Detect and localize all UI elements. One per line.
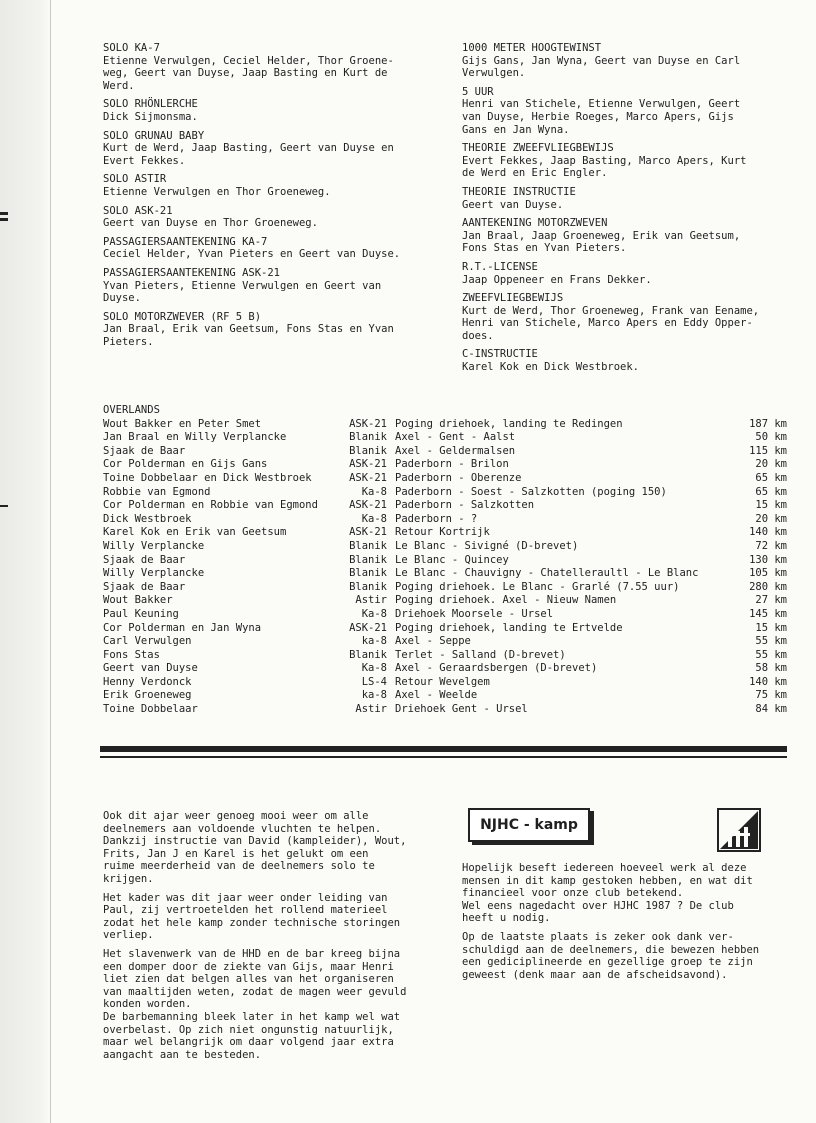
section-line: van Duyse, Herbie Roeges, Marco Apers, Gijs [462, 110, 734, 123]
section-line: Geert van Duyse en Thor Groeneweg. [103, 217, 318, 230]
overland-row [103, 431, 787, 445]
flight-route: Le Blanc - Quincey [395, 553, 509, 566]
flight-route: Driehoek Moorsele - Ursel [395, 607, 554, 620]
pilot-names: Erik Groeneweg [103, 689, 192, 702]
paragraph-line: Wel eens nagedacht over HJHC 1987 ? De club [462, 899, 734, 912]
section-title: THEORIE ZWEEFVLIEGBEWIJS [462, 142, 614, 155]
flight-route: Axel - Seppe [395, 635, 471, 648]
paragraph-line: Het kader was dit jaar weer onder leiding van [103, 891, 388, 904]
glider-type: Blanik [349, 648, 387, 661]
section-line: Evert Fekkes, Jaap Basting, Marco Apers, Kurt [462, 154, 747, 167]
flight-distance: 15 km [755, 621, 787, 634]
section [462, 142, 792, 180]
glider-type: Blanik [349, 444, 387, 457]
section [103, 236, 433, 261]
pilot-names: Willy Verplancke [103, 539, 205, 552]
overland-row [103, 581, 787, 595]
section [103, 205, 433, 230]
flight-distance: 187 km [749, 417, 787, 430]
section-title: C-INSTRUCTIE [462, 348, 538, 361]
pilot-names: Wout Bakker [103, 594, 173, 607]
njhc-kamp-badge [468, 808, 590, 842]
section-title: ZWEEFVLIEGBEWIJS [462, 292, 564, 305]
overland-row [103, 635, 787, 649]
section [103, 42, 433, 92]
glider-type: Blanik [349, 553, 387, 566]
glider-type: ASK-21 [349, 499, 387, 512]
pilot-names: Karel Kok en Erik van Geetsum [103, 526, 287, 539]
section [462, 86, 792, 136]
glider-type: Ka-8 [361, 512, 387, 525]
glider-type: Astir [355, 594, 387, 607]
flight-distance: 72 km [755, 539, 787, 552]
overlands-heading: OVERLANDS [103, 404, 160, 416]
flight-distance: 55 km [755, 648, 787, 661]
page-fold-line [50, 0, 51, 1123]
paragraph-line: zodat het hele kamp zonder technische storingen [103, 916, 401, 929]
section [103, 173, 433, 198]
paragraph-line: konden worden. [103, 998, 192, 1011]
paragraph-line: schuldigd aan de deelnemers, die bewezen hebben [462, 943, 760, 956]
flight-distance: 55 km [755, 635, 787, 648]
flight-distance: 65 km [755, 471, 787, 484]
section-line: Duyse. [103, 292, 141, 305]
section-title: THEORIE INSTRUCTIE [462, 185, 576, 198]
paragraph-line: Dankzij instructie van David (kampleider), Wout, [103, 835, 407, 848]
overland-row [103, 662, 787, 676]
paragraph-line: heeft u nodig. [462, 912, 551, 925]
pilot-names: Jan Braal en Willy Verplancke [103, 431, 287, 444]
section-line: does. [462, 329, 494, 342]
section-title: PASSAGIERSAANTEKENING KA-7 [103, 235, 268, 248]
overland-row [103, 676, 787, 690]
section-title: 1000 METER HOOGTEWINST [462, 42, 602, 54]
overland-row [103, 418, 787, 432]
section [103, 267, 433, 305]
flight-route: Retour Kortrijk [395, 526, 490, 539]
section-line: Kurt de Werd, Thor Groeneweg, Frank van Eename, [462, 304, 760, 317]
overland-row [103, 499, 787, 513]
glider-type: LS-4 [361, 675, 387, 688]
flight-route: Paderborn - Brilon [395, 458, 509, 471]
section-line: Evert Fekkes. [103, 154, 186, 167]
pilot-names: Paul Keuning [103, 607, 179, 620]
flight-route: Axel - Geldermalsen [395, 444, 516, 457]
section-line: Dick Sijmonsma. [103, 110, 198, 123]
paragraph-line: financieel voor onze club betekend. [462, 887, 684, 900]
overland-row [103, 526, 787, 540]
section-line: weg, Geert van Duyse, Jaap Basting en Kurt de [103, 67, 388, 80]
paragraph [103, 810, 443, 886]
overland-row [103, 567, 787, 581]
section-line: Yvan Pieters, Etienne Verwulgen en Geert van [103, 279, 382, 292]
paragraph-line: een gediciplineerde en gezellige groep te zijn [462, 956, 753, 969]
pilot-names: Cor Polderman en Robbie van Egmond [103, 499, 318, 512]
section-line: Jaap Oppeneer en Frans Dekker. [462, 273, 652, 286]
paragraph-line: Frits, Jan J en Karel is het gelukt om een [103, 847, 369, 860]
paragraph-line: mensen in dit kamp gestoken hebben, en wat dit [462, 874, 753, 887]
section-line: Jan Braal, Erik van Geetsum, Fons Stas en Yvan [103, 323, 394, 336]
flight-route: Axel - Gent - Aalst [395, 431, 516, 444]
section-line: Verwulgen. [462, 67, 526, 80]
flight-distance: 20 km [755, 458, 787, 471]
pilot-names: Carl Verwulgen [103, 635, 192, 648]
edge-mark [0, 505, 8, 507]
flight-route: Paderborn - Soest - Salzkotten (poging 150) [395, 485, 667, 498]
pilot-names: Sjaak de Baar [103, 580, 186, 593]
paragraph-line: een domper door de ziekte van Gijs, maar Henri [103, 960, 394, 973]
flight-distance: 15 km [755, 499, 787, 512]
glider-type: Blanik [349, 567, 387, 580]
divider-thin [100, 756, 787, 758]
flight-route: Axel - Weelde [395, 689, 478, 702]
pilot-names: Cor Polderman en Gijs Gans [103, 458, 268, 471]
paragraph [103, 892, 443, 942]
pilot-names: Dick Westbroek [103, 512, 192, 525]
flight-distance: 20 km [755, 512, 787, 525]
glider-type: Ka-8 [361, 607, 387, 620]
overland-row [103, 513, 787, 527]
flight-route: Le Blanc - Chauvigny - Chatelleraultl - Le Blanc [395, 567, 699, 580]
badge-label: NJHC - kamp [480, 817, 578, 833]
flight-route: Paderborn - Oberenze [395, 471, 522, 484]
glider-type: ASK-21 [349, 417, 387, 430]
bottom-right-text [462, 862, 792, 987]
flight-distance: 50 km [755, 431, 787, 444]
paragraph-line: deelnemers aan voldoende vluchten te helpen. [103, 822, 382, 835]
section [462, 186, 792, 211]
pilot-names: Sjaak de Baar [103, 444, 186, 457]
section [103, 130, 433, 168]
flight-distance: 280 km [749, 580, 787, 593]
section-title: SOLO GRUNAU BABY [103, 129, 205, 142]
left-column [103, 42, 433, 354]
pilot-names: Fons Stas [103, 648, 160, 661]
glider-type: ASK-21 [349, 621, 387, 634]
overlands-title [103, 404, 787, 418]
section-title: PASSAGIERSAANTEKENING ASK-21 [103, 266, 281, 279]
paragraph-line: Paul, zij vertroetelden het rollend materieel [103, 904, 388, 917]
pilot-names: Toine Dobbelaar en Dick Westbroek [103, 471, 312, 484]
bottom-left-text [103, 810, 443, 1067]
flight-distance: 105 km [749, 567, 787, 580]
overland-row [103, 540, 787, 554]
flight-distance: 140 km [749, 526, 787, 539]
glider-type: Ka-8 [361, 485, 387, 498]
section [462, 217, 792, 255]
overlands-table [103, 404, 787, 717]
overland-row [103, 445, 787, 459]
glider-type: Ka-8 [361, 662, 387, 675]
flight-distance: 58 km [755, 662, 787, 675]
section-line: Gijs Gans, Jan Wyna, Geert van Duyse en Carl [462, 54, 741, 67]
paragraph [462, 862, 792, 925]
overland-row [103, 554, 787, 568]
section [462, 261, 792, 286]
section [462, 42, 792, 80]
overland-row [103, 703, 787, 717]
overland-row [103, 486, 787, 500]
paragraph [103, 948, 443, 1061]
section-line: Kurt de Werd, Jaap Basting, Geert van Duyse en [103, 142, 394, 155]
njhc-logo-icon [714, 805, 764, 855]
glider-type: ASK-21 [349, 526, 387, 539]
paragraph-line: overbelast. Op zich niet ongunstig natuurlijk, [103, 1023, 394, 1036]
flight-route: Axel - Geraardsbergen (D-brevet) [395, 662, 598, 675]
overland-row [103, 608, 787, 622]
glider-type: ASK-21 [349, 471, 387, 484]
overland-row [103, 689, 787, 703]
section-line: Werd. [103, 79, 135, 92]
section-title: SOLO ASK-21 [103, 204, 173, 217]
glider-type: Blanik [349, 580, 387, 593]
section-line: Etienne Verwulgen, Ceciel Helder, Thor Groene- [103, 54, 394, 67]
flight-route: Driehoek Gent - Ursel [395, 703, 528, 716]
glider-type: Astir [355, 703, 387, 716]
flight-distance: 130 km [749, 553, 787, 566]
overland-row [103, 622, 787, 636]
section-line: Karel Kok en Dick Westbroek. [462, 361, 640, 374]
section-title: SOLO RHÖNLERCHE [103, 98, 198, 111]
overland-row [103, 649, 787, 663]
section-line: Henri van Stichele, Etienne Verwulgen, Geert [462, 98, 741, 111]
flight-route: Paderborn - Salzkotten [395, 499, 535, 512]
section-line: Fons Stas en Yvan Pieters. [462, 242, 627, 255]
overland-row [103, 472, 787, 486]
pilot-names: Wout Bakker en Peter Smet [103, 417, 262, 430]
section [103, 98, 433, 123]
flight-route: Terlet - Salland (D-brevet) [395, 648, 566, 661]
section [103, 311, 433, 349]
pilot-names: Cor Polderman en Jan Wyna [103, 621, 262, 634]
section-line: de Werd en Eric Engler. [462, 167, 608, 180]
paragraph-line: verliep. [103, 929, 154, 942]
paragraph-line: Op de laatste plaats is zeker ook dank ver- [462, 930, 734, 943]
section-line: Gans en Jan Wyna. [462, 123, 570, 136]
flight-route: Le Blanc - Sivigné (D-brevet) [395, 539, 579, 552]
overland-row [103, 458, 787, 472]
flight-distance: 84 km [755, 703, 787, 716]
paragraph-line: aangacht aan te besteden. [103, 1048, 262, 1061]
section-title: R.T.-LICENSE [462, 260, 538, 273]
section [462, 348, 792, 373]
paragraph-line: geweest (denk maar aan de afscheidsavond). [462, 968, 728, 981]
paragraph-line: De barbemanning bleek later in het kamp wel wat [103, 1010, 401, 1023]
edge-mark [0, 212, 8, 215]
paragraph-line: krijgen. [103, 872, 154, 885]
page-fold-shadow [0, 0, 52, 1123]
glider-type: ASK-21 [349, 458, 387, 471]
edge-mark [0, 218, 8, 221]
glider-type: Blanik [349, 539, 387, 552]
paragraph [462, 931, 792, 981]
divider-thick [100, 746, 787, 752]
section-line: Jan Braal, Jaap Groeneweg, Erik van Geetsum, [462, 229, 741, 242]
pilot-names: Robbie van Egmond [103, 485, 211, 498]
section-line: Etienne Verwulgen en Thor Groeneweg. [103, 185, 331, 198]
section-line: Ceciel Helder, Yvan Pieters en Geert van Duyse. [103, 248, 401, 261]
flight-distance: 27 km [755, 594, 787, 607]
paragraph-line: liet zien dat belgen alles van het organiseren [103, 973, 394, 986]
section-line: Henri van Stichele, Marco Apers en Eddy Opper- [462, 317, 753, 330]
paragraph-line: ruime meerderheid van de deelnemers solo te [103, 860, 375, 873]
paragraph-line: Hopelijk beseft iedereen hoeveel werk al deze [462, 862, 747, 874]
paragraph-line: maar wel belangrijk om daar volgend jaar extra [103, 1036, 394, 1049]
flight-route: Poging driehoek. Le Blanc - Grarlé (7.55 uur) [395, 580, 680, 593]
section-title: SOLO KA-7 [103, 42, 160, 54]
section [462, 292, 792, 342]
section-title: SOLO ASTIR [103, 173, 167, 186]
flight-distance: 145 km [749, 607, 787, 620]
flight-distance: 140 km [749, 675, 787, 688]
flight-route: Poging driehoek, landing te Redingen [395, 417, 623, 430]
paragraph-line: Ook dit ajar weer genoeg mooi weer om alle [103, 810, 369, 822]
pilot-names: Toine Dobbelaar [103, 703, 198, 716]
section-title: 5 UUR [462, 85, 494, 98]
section-title: AANTEKENING MOTORZWEVEN [462, 217, 608, 230]
flight-route: Poging driehoek, landing te Ertvelde [395, 621, 623, 634]
paragraph-line: van maaltijden weten, zodat de magen weer gevuld [103, 985, 407, 998]
flight-distance: 65 km [755, 485, 787, 498]
pilot-names: Willy Verplancke [103, 567, 205, 580]
flight-route: Retour Wevelgem [395, 675, 490, 688]
section-title: SOLO MOTORZWEVER (RF 5 B) [103, 310, 262, 323]
pilot-names: Henny Verdonck [103, 675, 192, 688]
glider-type: Blanik [349, 431, 387, 444]
glider-type: ka-8 [361, 689, 387, 702]
flight-route: Poging driehoek. Axel - Nieuw Namen [395, 594, 617, 607]
section-line: Geert van Duyse. [462, 198, 564, 211]
overland-row [103, 594, 787, 608]
glider-type: ka-8 [361, 635, 387, 648]
right-column [462, 42, 792, 380]
paragraph-line: Het slavenwerk van de HHD en de bar kreeg bijna [103, 947, 401, 960]
pilot-names: Sjaak de Baar [103, 553, 186, 566]
flight-distance: 75 km [755, 689, 787, 702]
section-line: Pieters. [103, 335, 154, 348]
flight-distance: 115 km [749, 444, 787, 457]
flight-route: Paderborn - ? [395, 512, 478, 525]
pilot-names: Geert van Duyse [103, 662, 198, 675]
